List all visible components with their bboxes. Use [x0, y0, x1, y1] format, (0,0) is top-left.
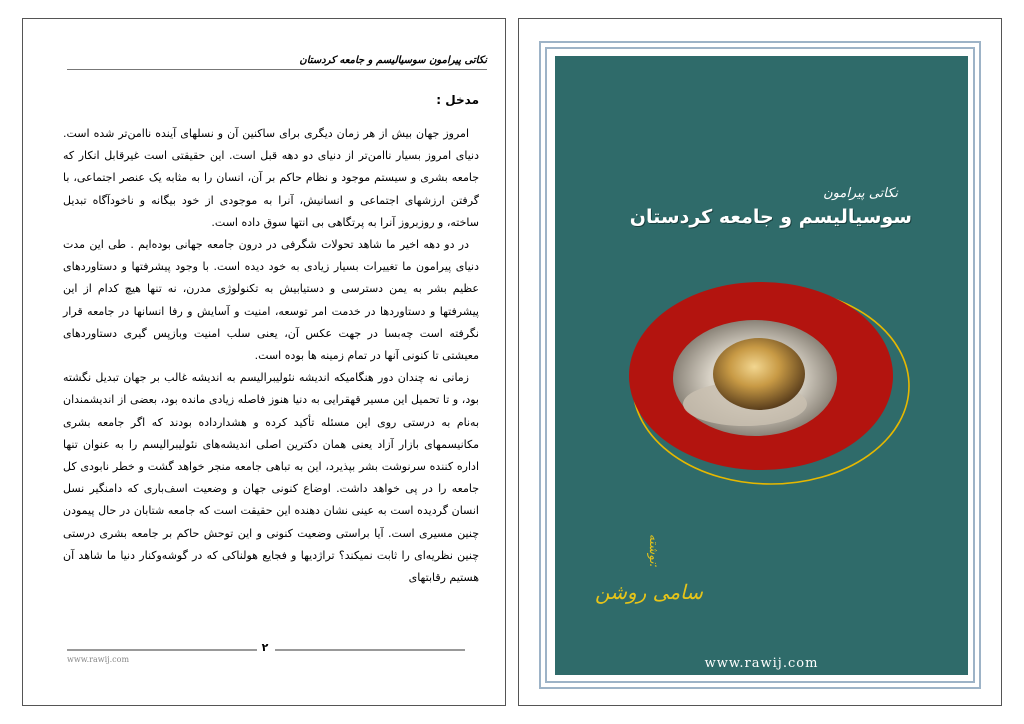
- paragraph-1: امروز جهان بیش از هر زمان دیگری برای ساکنین آن و نسلهای آینده ناامن‌تر شده است. دنیای امروز بسیار ناامن‌تر از دنیای دو دهه قبل است. این حقیقتی است غیرقابل انکار که جامعه بشری و سیستم موجود و نظام حاکم بر آن، انسان را به مثابه یک عنصر اجتماعی، با گرفتن ارزشهای اجتماعی و انسانیش، آنرا به موجودی از خود بیگانه و ناخودآگاه تبدیل ساخته، و روزبروز آنرا به پرتگاهی بی انتها سوق داده است.: [63, 127, 479, 229]
- cover-url: www.rawij.com: [704, 656, 819, 671]
- golden-orb: [713, 338, 805, 410]
- author-name: سامی روشن: [595, 580, 703, 604]
- right-page: [518, 18, 1002, 706]
- footer-url: www.rawij.com: [67, 655, 130, 664]
- left-page: [22, 18, 506, 706]
- footer-divider-left: [67, 649, 257, 651]
- author-label: نوشته:: [647, 534, 661, 568]
- book-cover: [555, 56, 968, 675]
- cover-title: سوسیالیسم و جامعه کردستان: [629, 206, 912, 228]
- paragraph-3: زمانی نه چندان دور هنگامیکه اندیشه نئولیبرالیسم به اندیشه غالب بر جهان تبدیل نگشته بود، و تا تحمیل این مسیر قهقرایی به دنیا هنوز فاصله زیادی مانده بود، بعضی از اندیشمندان به‌نام به درستی روی این مسئله تأکید کرده و هشدارداده بودند که اگر جامعه بشری مکانیسمهای بازار آزاد یعنی همان دکترین اصلی اندیشه‌های نئولیبرالیسم را به عنوان تنها اداره کننده سرنوشت بشر بپذیرد، این به تباهی جامعه منجر خواهد گشت و خطر نابودی کل جامعه را در پی خواهد داشت. اوضاع کنونی جهان و وضعیت اسف‌باری که دامنگیر نسل انسان گردیده است به عینی نشان دهنده این حقیقت است که جامعه شتابان در حال پیمودن چنین مسیری است. آیا براستی وضعیت کنونی و این توحش حاکم بر جامعه بشری درستی چنین نظریه‌ای را ثابت نمیکند؟ تراژدیها و فجایع هولناکی که در گوشه‌وکنار دنیا ما شاهد آن هستیم رقابتهای: [63, 371, 479, 585]
- header-divider: [67, 69, 487, 70]
- cover-subtitle: نکاتی پیرامون: [823, 186, 898, 201]
- body-text: [63, 123, 479, 589]
- paragraph-2: در دو دهه اخیر ما شاهد تحولات شگرفی در درون جامعه جهانی بوده‌ایم . طی این مدت دنیای پیرامون ما تغییرات بسیار زیادی به خود دیده است. با وجود پیشرفتها و دستاوردهای عظیم بشر به یمن دسترسی و دستیابیش به تکنولوژی مدرن، نه تنها هیچ کدام از این پیشرفتها و دستاوردها در خدمت امر توسعه، امنیت و آسایش و رفا انسانها در جامعه قرار نگرفته است چه‌بسا در جهت عکس آن، یعنی سلب امنیت وبازپس گیری دستاوردهای معیشتی تا کنونی آنها در تمام زمینه ها بوده است.: [63, 238, 479, 363]
- cover-illustration: [555, 256, 968, 516]
- page-number: ۲: [261, 641, 269, 654]
- footer-divider-right: [275, 649, 465, 651]
- section-title: مدخل :: [436, 93, 479, 107]
- running-head: نکاتی پیرامون سوسیالیسم و جامعه کردستان: [299, 55, 487, 66]
